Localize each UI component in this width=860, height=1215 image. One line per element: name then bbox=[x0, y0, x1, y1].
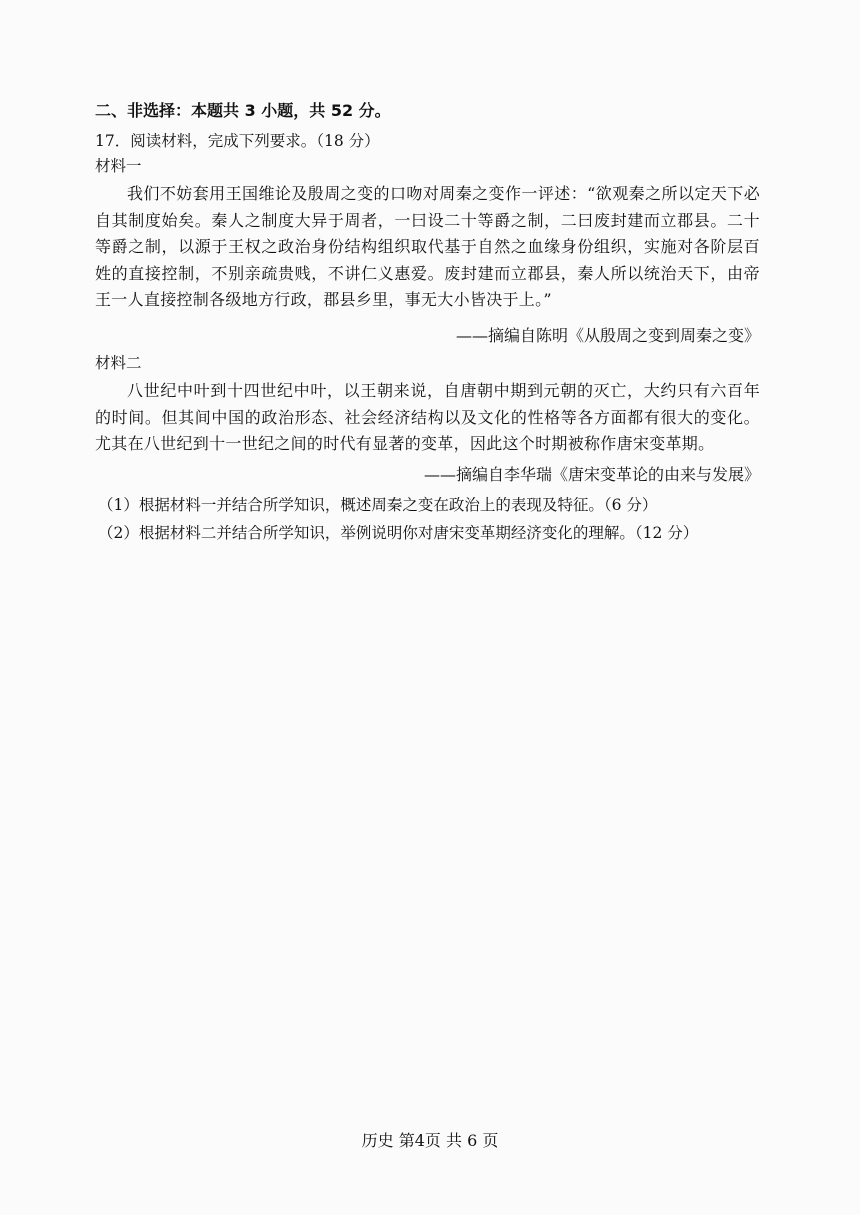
material-2-text: 八世纪中叶到十四世纪中叶，以王朝来说，自唐朝中期到元朝的灭亡，大约只有六百年的时间。但其间中国的政治形态、社会经济结构以及文化的性格等各方面都有很大的变化。尤其在八世纪到十一世纪之间的时代有显著的变革，因此这个时期被称作唐宋变革期。 bbox=[95, 381, 760, 453]
material-2-label: 材料二 bbox=[95, 354, 142, 372]
material-1-label: 材料一 bbox=[95, 157, 142, 175]
question-17-prompt: 17．阅读材料，完成下列要求。（18 分） bbox=[95, 132, 380, 150]
material-2-source: ——摘编自李华瑞《唐宋变革论的由来与发展》 bbox=[423, 465, 760, 484]
sub-question-1: （1）根据材料一并结合所学知识，概述周秦之变在政治上的表现及特征。（6 分） bbox=[98, 496, 658, 514]
sub-question-2: （2）根据材料二并结合所学知识，举例说明你对唐宋变革期经济变化的理解。（12 分） bbox=[98, 524, 699, 542]
page-footer: 历史 第4页 共 6 页 bbox=[361, 1131, 499, 1150]
material-1-text: 我们不妨套用王国维论及殷周之变的口吻对周秦之变作一评述：“欲观秦之所以定天下必自其制度始矣。秦人之制度大异于周者，一曰设二十等爵之制，二曰废封建而立郡县。二十等爵之制，以源于王权之政治身份结构组织取代基于自然之血缘身份组织，实施对各阶层百姓的直接控制，不别亲疏贵贱，不讲仁义惠爱。废封建而立郡县，秦人所以统治天下，由帝王一人直接控制各级地方行政，郡县乡里，事无大小皆决于上。” bbox=[95, 184, 760, 309]
material-1-source: ——摘编自陈明《从殷周之变到周秦之变》 bbox=[455, 326, 760, 345]
section-heading: 二、非选择：本题共 3 小题，共 52 分。 bbox=[95, 101, 391, 120]
